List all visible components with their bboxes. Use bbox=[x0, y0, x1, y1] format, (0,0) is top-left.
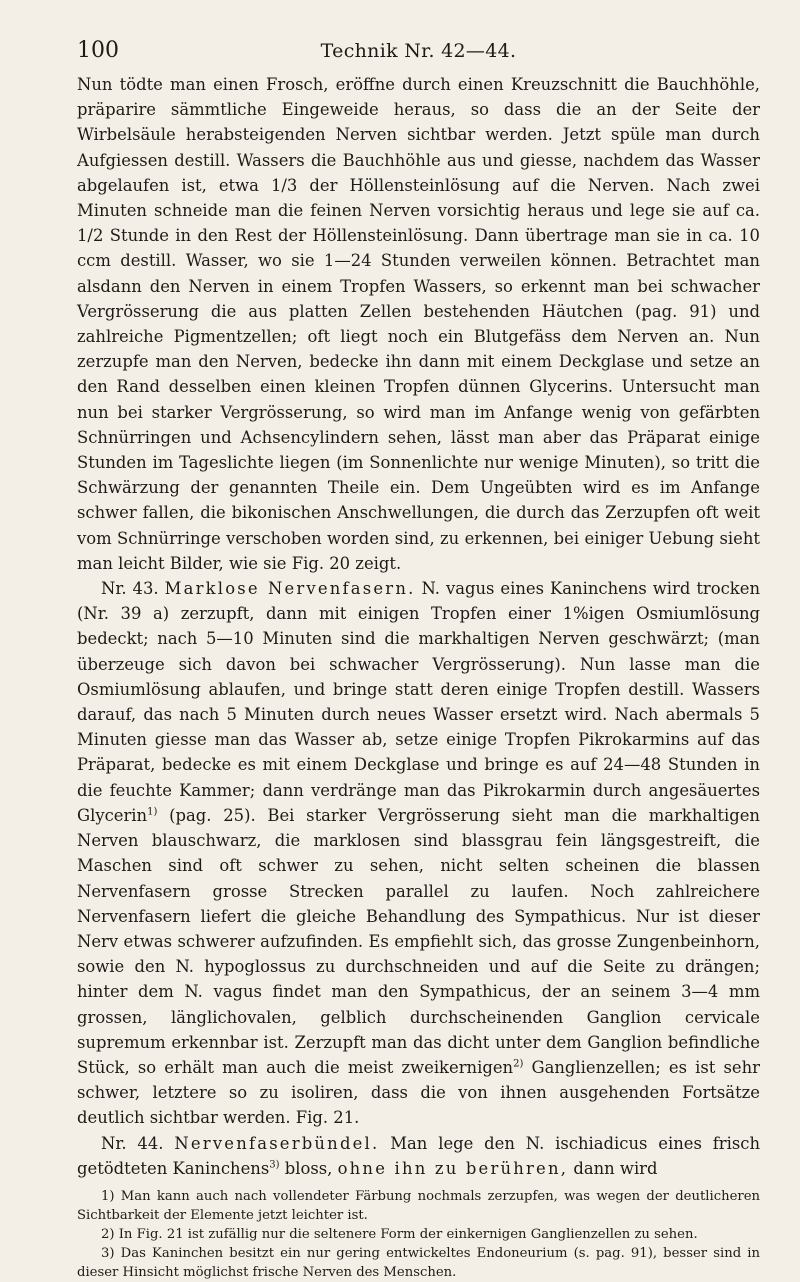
footnote-1: 1) Man kann auch nach vollendeter Färbung nochmals zerzupfen, was wegen der deutlicheren Sichtbarkeit der Elemente jetzt leichter ist. bbox=[77, 1188, 760, 1223]
footnote-ref-1: 1) bbox=[147, 806, 158, 818]
page-number: 100 bbox=[77, 38, 119, 63]
footnotes bbox=[77, 1187, 760, 1282]
section-text: N. vagus eines Kaninchens wird trocken (Nr. 39 a) zerzupft, dann mit einigen Tropfen einer 1%igen Osmiumlösung bedeckt; nach 5—10 Minuten sind die markhaltigen Nerven geschwärzt; (man überzeuge sich davon bei schwacher Vergrösserung). Nun lasse man die Osmiumlösung ablaufen, und bringe statt deren einige Tropfen destill. Wassers darauf, das nach 5 Minuten durch neues Wasser ersetzt wird. Nach abermals 5 Minuten giesse man das Wasser ab, setze einige Tropfen Pikrokarmins auf das Präparat, bedecke es mit einem Deckglase und bringe es auf 24—48 Stunden in die feuchte Kammer; dann verdränge man das Pikrokarmin durch angesäuertes Glycerin bbox=[77, 579, 760, 825]
section-text: Man lege den N. ischiadicus eines frisch getödteten Kaninchens bbox=[77, 1133, 760, 1178]
main-text bbox=[77, 72, 760, 1181]
section-number: Nr. 43. bbox=[101, 579, 159, 599]
paragraph-nr-44 bbox=[77, 1131, 760, 1181]
footnote-3: 3) Das Kaninchen besitzt ein nur gering entwickeltes Endoneurium (s. pag. 91), besser sind in dieser Hinsicht möglichst frische Nerven des Menschen. bbox=[77, 1245, 760, 1280]
section-title: Marklose Nervenfasern. bbox=[164, 579, 416, 599]
footnote-ref-3: 3) bbox=[269, 1159, 280, 1171]
section-text: bloss, bbox=[284, 1158, 333, 1178]
section-number: Nr. 44. bbox=[101, 1133, 164, 1153]
page-header bbox=[77, 38, 760, 72]
footnote-ref-2: 2) bbox=[513, 1058, 524, 1070]
paragraph-frog-nerves: Nun tödte man einen Frosch, eröffne durch einen Kreuzschnitt die Bauchhöhle, präparire sämmtliche Eingeweide heraus, so dass die an der Seite der Wirbelsäule herabsteigenden Nerven sichtbar werden. Jetzt spüle man durch Aufgiessen destill. Wassers die Bauchhöhle aus und giesse, nachdem das Wasser abgelaufen ist, etwa 1/3 der Höllensteinlösung auf die Nerven. Nach zwei Minuten schneide man die feinen Nerven vorsichtig heraus und lege sie auf ca. 1/2 Stunde in den Rest der Höllensteinlösung. Dann übertrage man sie in ca. 10 ccm destill. Wasser, wo sie 1—24 Stunden verweilen können. Betrachtet man alsdann den Nerven in einem Tropfen Wassers, so erkennt man bei schwacher Vergrösserung die aus platten Zellen bestehenden Häutchen (pag. 91) und zahlreiche Pigmentzellen; oft liegt noch ein Blutgefäss dem Nerven an. Nun zerzupfe man den Nerven, bedecke ihn dann mit einem Deckglase und setze an den Rand desselben einen kleinen Tropfen dünnen Glycerins. Untersucht man nun bei starker Vergrösserung, so wird man im Anfange wenig von gefärbten Schnürringen und Achsencylindern sehen, lässt man aber das Präparat einige Stunden im Tageslichte liegen (im Sonnenlichte nur wenige Minuten), so tritt die Schwärzung der genannten Theile ein. Dem Ungeübten wird es im Anfange schwer fallen, die bikonischen Anschwellungen, die durch das Zerzupfen oft weit vom Schnürringe verschoben worden sind, zu erkennen, bei einiger Uebung sieht man leicht Bilder, wie sie Fig. 20 zeigt. bbox=[77, 75, 760, 573]
footnote-2: 2) In Fig. 21 ist zufällig nur die seltenere Form der einkernigen Ganglienzellen zu sehen. bbox=[101, 1226, 698, 1242]
section-text: dann wird bbox=[573, 1158, 658, 1178]
paragraph-nr-43 bbox=[77, 576, 760, 1130]
section-text: Ganglienzellen; es ist sehr schwer, letztere so zu isoliren, dass die von ihnen ausgehenden Fortsätze deutlich sichtbar werden. Fig. 21. bbox=[77, 1057, 760, 1128]
running-head: Technik Nr. 42—44. bbox=[320, 40, 517, 62]
section-text: (pag. 25). Bei starker Vergrösserung sieht man die markhaltigen Nerven blauschwarz, die marklosen sind blassgrau fein längsgestreift, die Maschen sind oft schwer zu sehen, nicht selten scheinen die blassen Nervenfasern grosse Strecken parallel zu laufen. Noch zahlreichere Nervenfasern liefert die gleiche Behandlung des Sympathicus. Nur ist dieser Nerv etwas schwerer aufzufinden. Es empfiehlt sich, das grosse Zungenbeinhorn, sowie den N. hypoglossus zu durchschneiden und auf die Seite zu drängen; hinter dem N. vagus findet man den Sympathicus, der an seinem 3—4 mm grossen, länglichovalen, gelblich durchscheinenden Ganglion cervicale supremum erkennbar ist. Zerzupft man das dicht unter dem Ganglion befindliche Stück, so erhält man auch die meist zweikernigen bbox=[77, 805, 760, 1077]
emphasized-text: ohne ihn zu berühren, bbox=[337, 1158, 569, 1178]
section-title: Nervenfaserbündel. bbox=[174, 1133, 380, 1153]
